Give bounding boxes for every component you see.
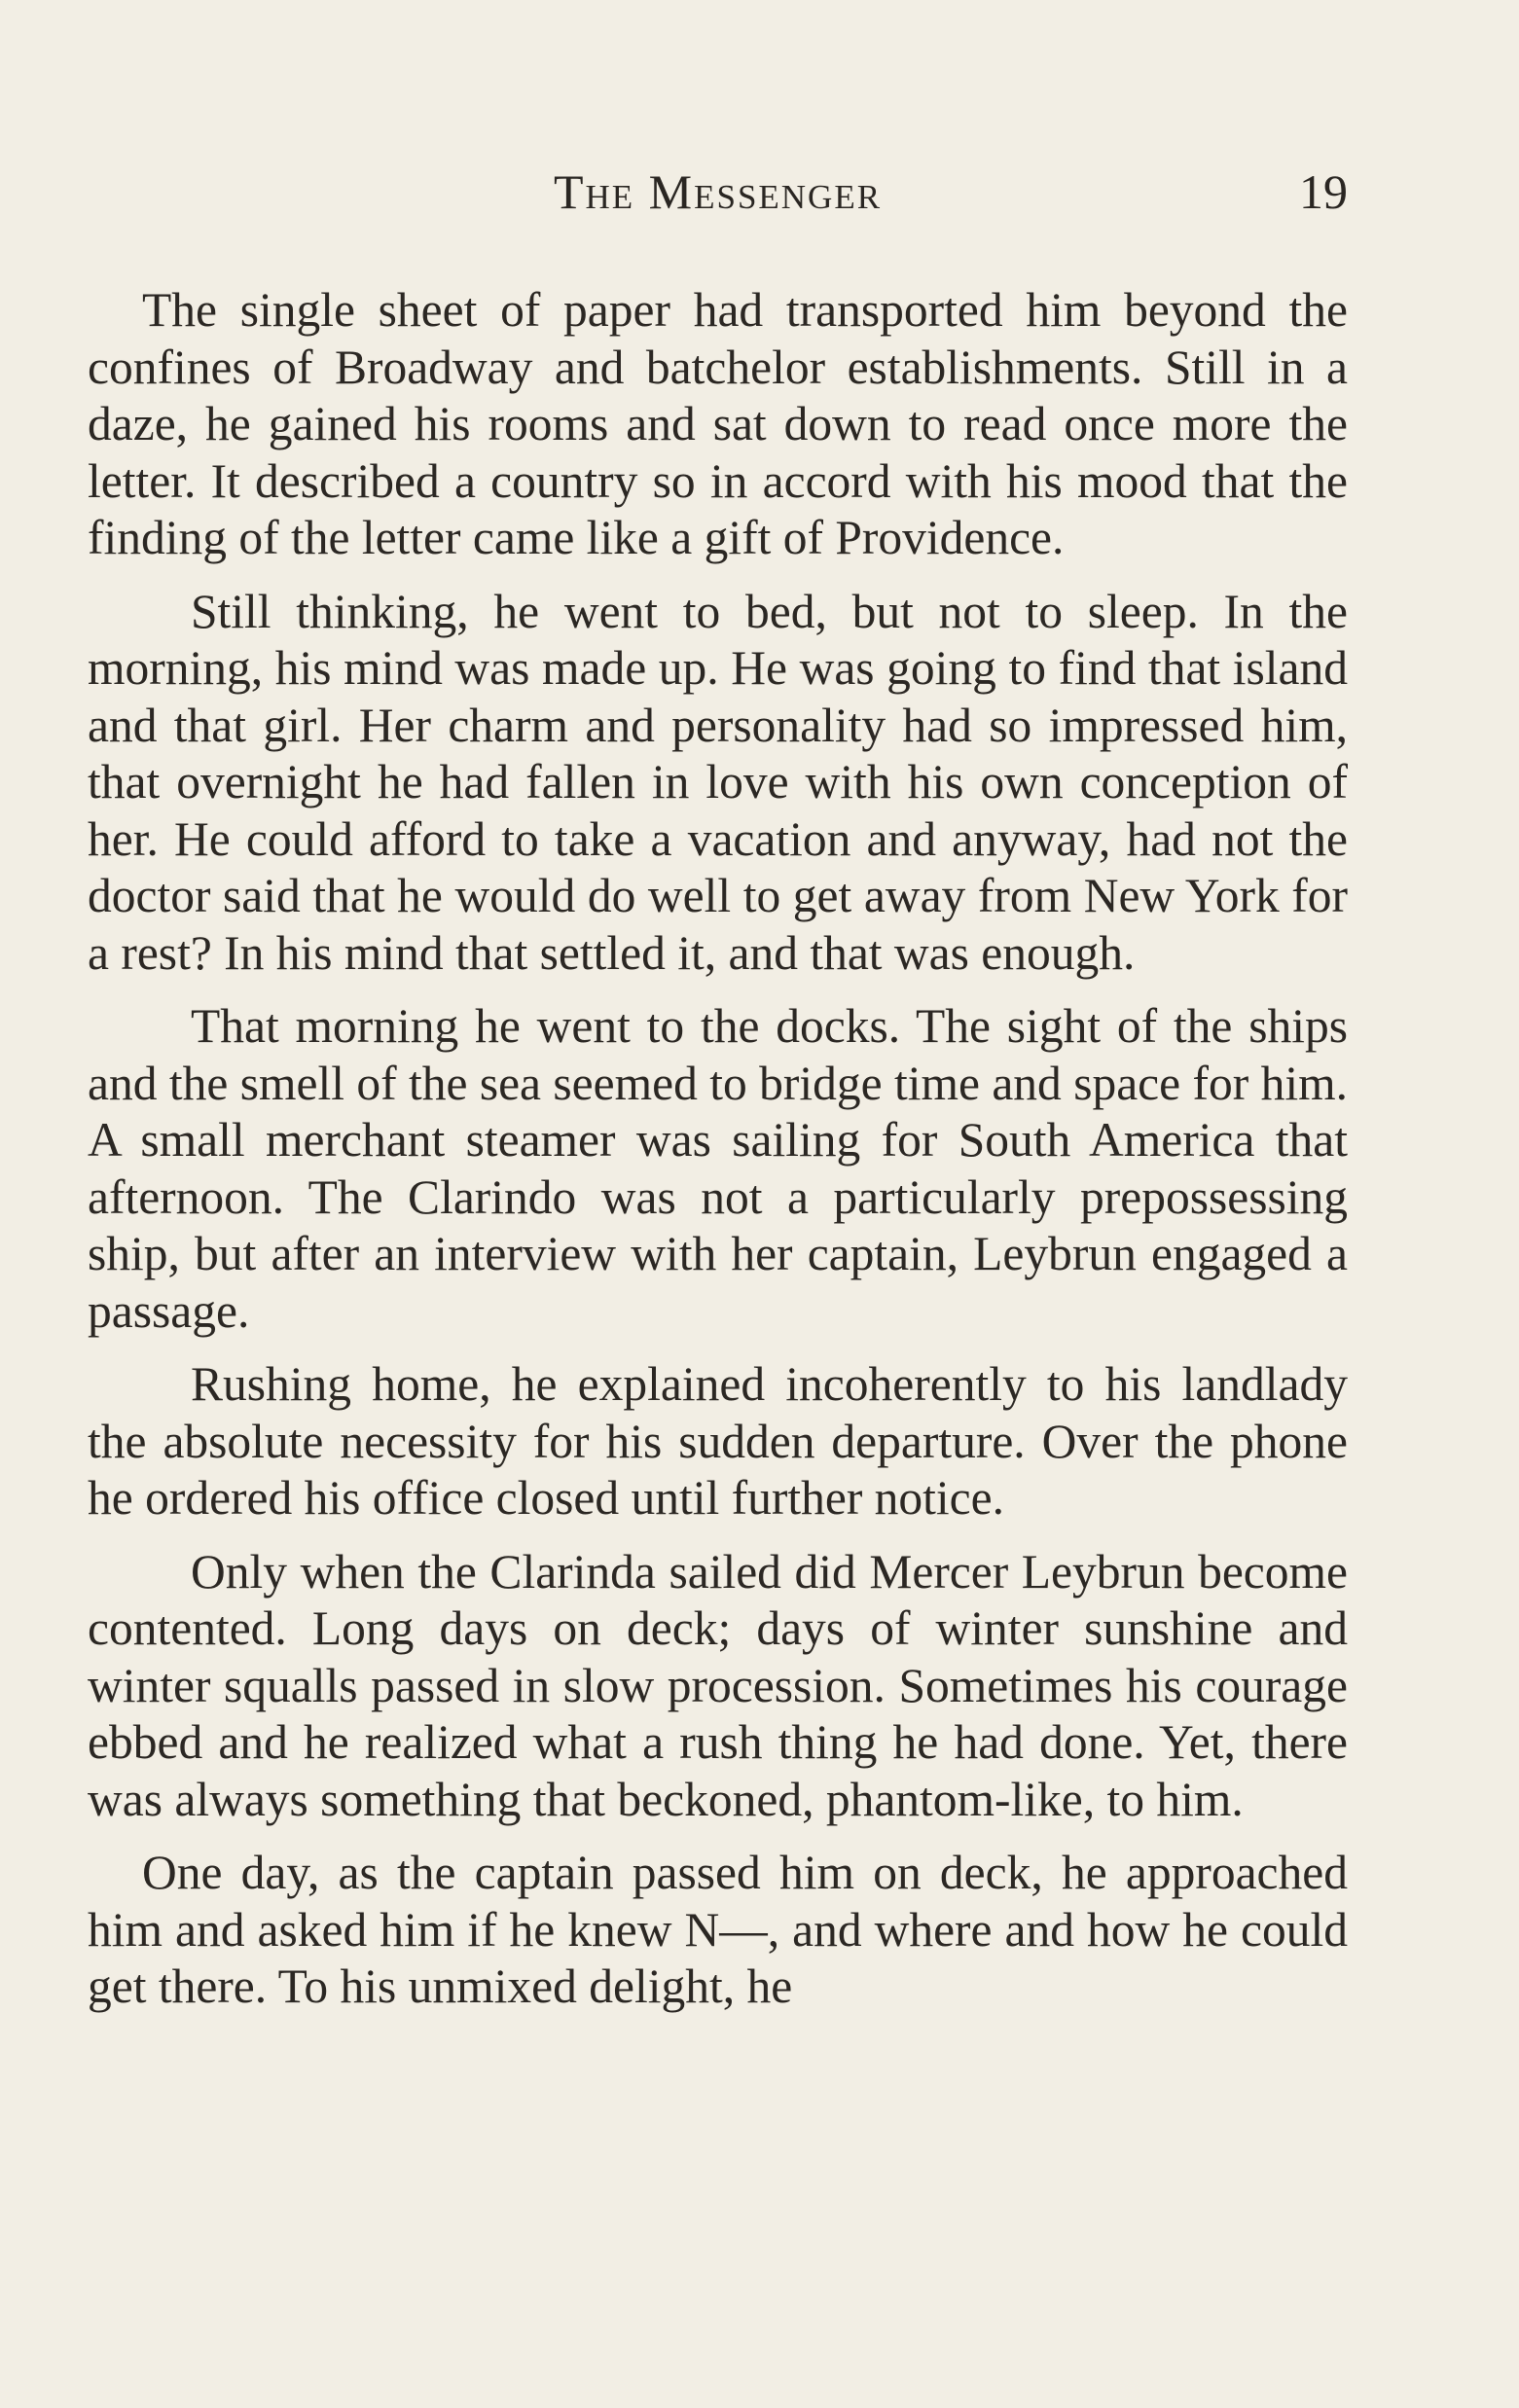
paragraph-5: Only when the Clarinda sailed did Mercer Leybrun become contented. Long days on deck; days of winter sunshine and winter squalls passed in slow procession. Sometimes his courage ebbed and he realized what a rush thing he had done. Yet, there was always something that beckoned, phantom-like, to him.: [88, 1544, 1348, 1826]
page-number: 19: [1299, 164, 1348, 219]
body-text: [88, 282, 1348, 2032]
paragraph-6: One day, as the captain passed him on deck, he approached him and asked him if he knew N—, and where and how he could get there. To his unmixed delight, he: [88, 1846, 1348, 2013]
paragraph-4: Rushing home, he explained incoherently to his landlady the absolute necessity for his sudden departure. Over the phone he ordered his office closed until further notice.: [88, 1357, 1348, 1525]
running-head: [88, 163, 1348, 232]
running-title: The Messenger: [553, 164, 883, 219]
paragraph-3: That morning he went to the docks. The sight of the ships and the smell of the sea seemed to bridge time and space for him. A small merchant steamer was sailing for South America that afternoon. The Clarindo was not a particularly prepossessing ship, but after an interview with her captain, Leybrun engaged a passage.: [88, 999, 1348, 1338]
paragraph-1: The single sheet of paper had transported him beyond the confines of Broadway and batchelor establishments. Still in a daze, he gained his rooms and sat down to read once more the letter. It described a country so in accord with his mood that the finding of the letter came like a gift of Providence.: [88, 283, 1348, 564]
paragraph-2: Still thinking, he went to bed, but not to sleep. In the morning, his mind was made up. He was going to find that island and that girl. Her charm and personality had so impressed him, that overnight he had fallen in love with his own conception of her. He could afford to take a vacation and anyway, had not the doctor said that he would do well to get away from New York for a rest? In his mind that settled it, and that was enough.: [88, 584, 1348, 980]
